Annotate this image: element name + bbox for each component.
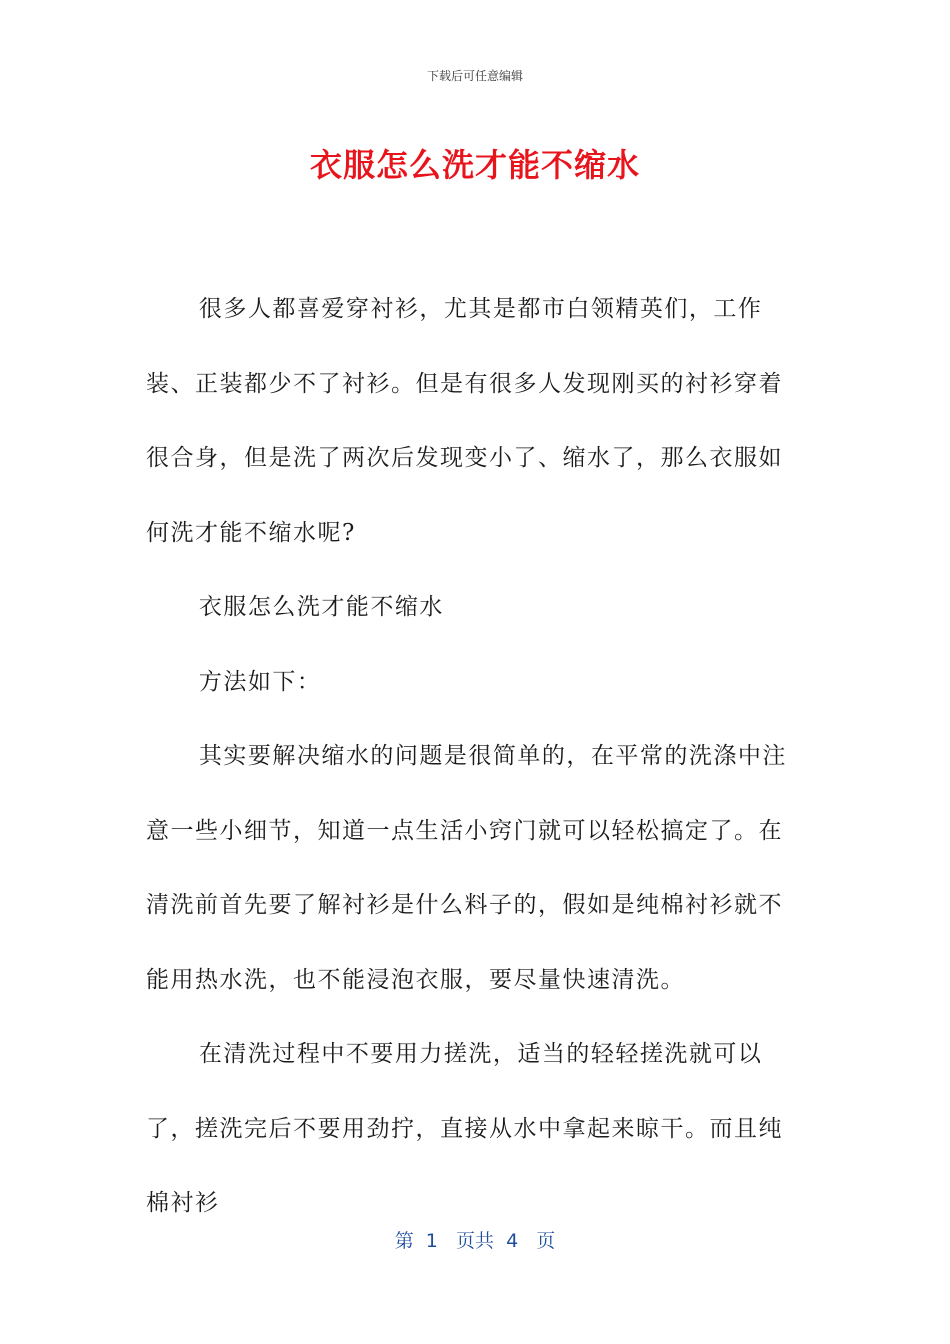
page-footer: 第 1 页共 4 页 <box>394 1230 556 1252</box>
paragraph: 在清洗过程中不要用力搓洗，适当的轻轻搓洗就可以了，搓洗完后不要用劲拧，直接从水中拿起来晾干。而且纯棉衬衫 <box>146 1041 783 1216</box>
paragraph: 衣服怎么洗才能不缩水 <box>198 594 444 620</box>
document-body <box>146 272 806 1241</box>
document-title: 衣服怎么洗才能不缩水 <box>309 146 640 184</box>
paragraph: 其实要解决缩水的问题是很简单的，在平常的洗涤中注意一些小细节，知道一点生活小窍门就可以轻松搞定了。在清洗前首先要了解衬衫是什么料子的，假如是纯棉衬衫就不能用热水洗，也不能浸泡衣服，要尽量快速清洗。 <box>146 743 787 993</box>
paragraph: 很多人都喜爱穿衬衫，尤其是都市白领精英们，工作装、正装都少不了衬衫。但是有很多人发现刚买的衬衫穿着很合身，但是洗了两次后发现变小了、缩水了，那么衣服如何洗才能不缩水呢? <box>146 296 783 546</box>
paragraph: 方法如下： <box>198 668 322 695</box>
header-note: 下载后可任意编辑 <box>426 69 523 83</box>
